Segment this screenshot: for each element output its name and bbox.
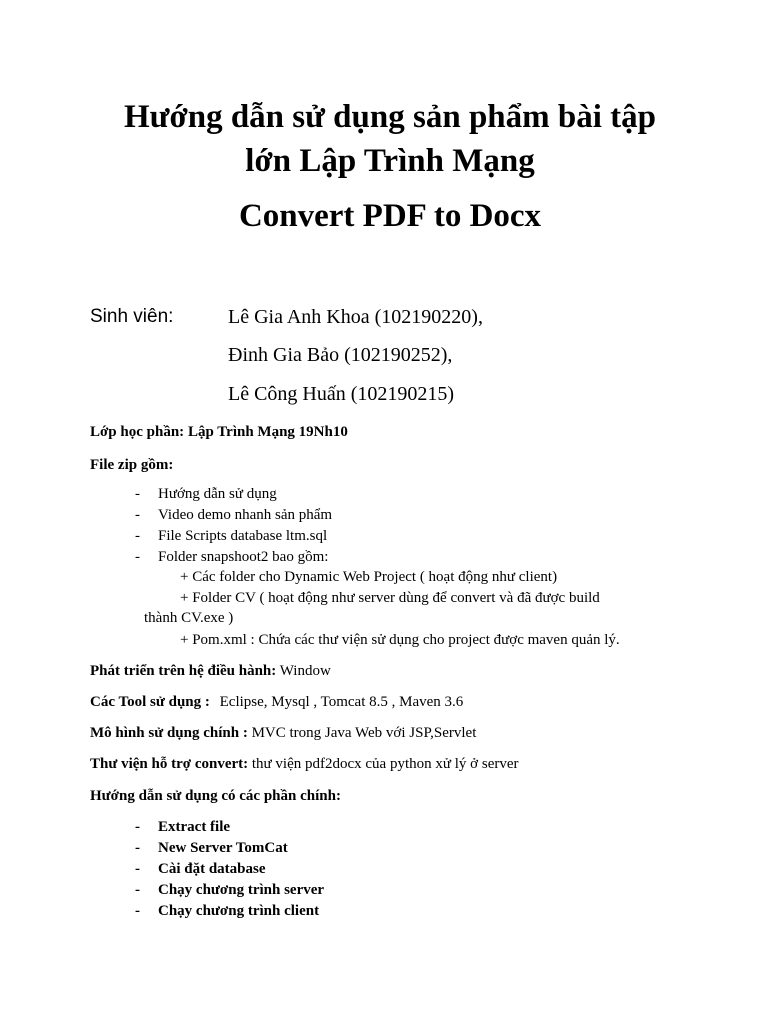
list-item: - Chạy chương trình client <box>135 901 324 922</box>
tools-value: Eclipse, Mysql , Tomcat 8.5 , Maven 3.6 <box>219 694 464 710</box>
list-item: - Chạy chương trình server <box>135 880 324 901</box>
list-item: - File Scripts database ltm.sql <box>135 526 332 547</box>
model-value: MVC trong Java Web với JSP,Servlet <box>251 725 477 741</box>
list-item: - Video demo nhanh sản phẩm <box>135 505 332 526</box>
os-label: Phát triển trên hệ điều hành: <box>90 663 277 679</box>
course-line <box>90 422 348 442</box>
lib-line <box>90 754 519 774</box>
zip-list <box>135 484 332 568</box>
course-value: Lập Trình Mạng 19Nh10 <box>187 424 348 440</box>
lib-value: thư viện pdf2docx của python xử lý ở server <box>251 756 519 772</box>
title-line-3: Convert PDF to Docx <box>238 198 542 234</box>
list-item: - Extract file <box>135 817 324 838</box>
os-line <box>90 661 331 681</box>
zip-sub-item: + Các folder cho Dynamic Web Project ( hoạt động như client) <box>180 569 558 585</box>
course-label: Lớp học phần: <box>90 424 185 440</box>
guide-list <box>135 817 324 922</box>
zip-sub-item: thành CV.exe ) <box>144 610 234 626</box>
tools-label: Các Tool sử dụng : <box>90 694 210 710</box>
title-line-1: Hướng dẫn sử dụng sản phẩm bài tập <box>123 99 656 135</box>
zip-label: File zip gồm: <box>90 457 174 473</box>
model-line <box>90 723 476 743</box>
list-item: - Cài đặt database <box>135 859 324 880</box>
list-item: - Hướng dẫn sử dụng <box>135 484 332 505</box>
students-label: Sinh viên: <box>90 306 174 327</box>
zip-sub-item: + Folder CV ( hoạt động như server dùng để convert và đã được build <box>180 590 600 606</box>
tools-line <box>90 692 463 712</box>
student-name: Lê Công Huấn (102190215) <box>228 383 455 405</box>
student-name: Lê Gia Anh Khoa (102190220), <box>228 306 483 328</box>
list-item: - Folder snapshoot2 bao gồm: <box>135 547 332 568</box>
title-line-2: lớn Lập Trình Mạng <box>245 143 535 179</box>
student-name: Đinh Gia Bảo (102190252), <box>228 344 453 366</box>
zip-sub-item: + Pom.xml : Chứa các thư viện sử dụng cho project được maven quản lý. <box>180 632 620 648</box>
list-item: - New Server TomCat <box>135 838 324 859</box>
os-value: Window <box>279 663 331 679</box>
lib-label: Thư viện hỗ trợ convert: <box>90 756 249 772</box>
guide-label: Hướng dẫn sử dụng có các phần chính: <box>90 788 341 804</box>
model-label: Mô hình sử dụng chính : <box>90 725 248 741</box>
